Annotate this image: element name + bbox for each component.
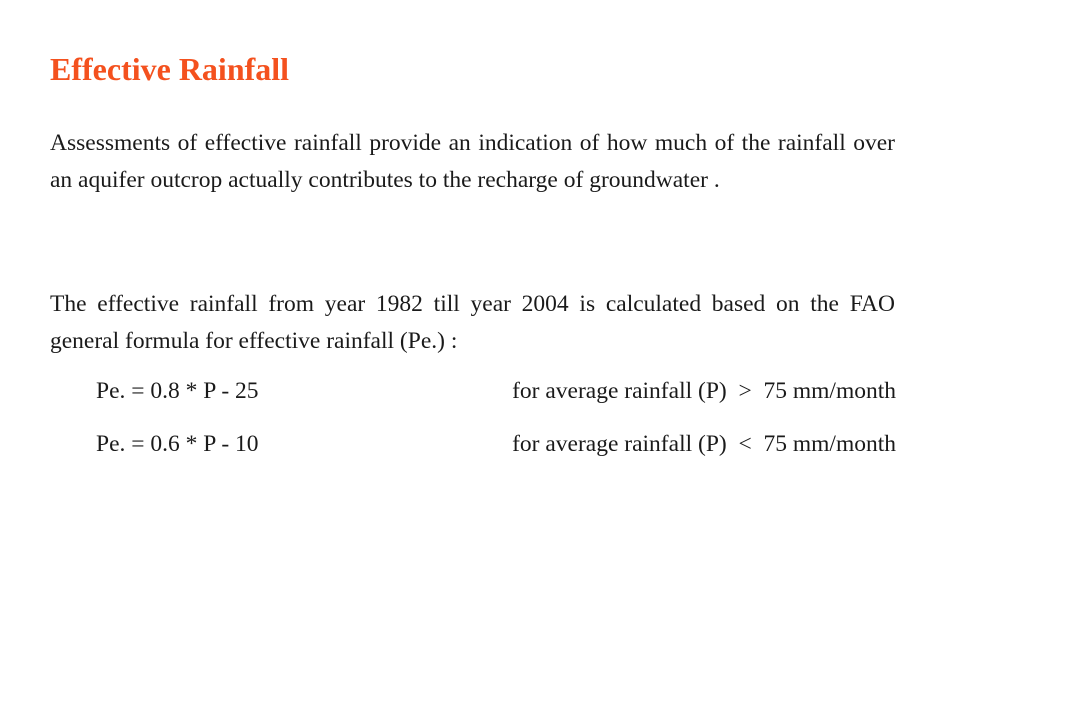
formula-intro-paragraph: The effective rainfall from year 1982 till year 2004 is calculated based on the FAO general formula for effective rainfall (Pe.) :	[50, 291, 895, 354]
intro-paragraph: Assessments of effective rainfall provide an indication of how much of the rainfall over an aquifer outcrop actually contributes to the recharge of groundwater .	[50, 130, 895, 193]
formula-expression: Pe. = 0.8 * P - 25	[96, 378, 259, 404]
formula-line-below-75	[96, 426, 896, 462]
formula-condition: for average rainfall (P) > 75 mm/month	[512, 378, 896, 404]
slide-title: Effective Rainfall	[50, 51, 290, 87]
formula-expression: Pe. = 0.6 * P - 10	[96, 431, 259, 457]
formula-line-above-75	[96, 373, 896, 409]
formula-condition: for average rainfall (P) < 75 mm/month	[512, 431, 896, 457]
